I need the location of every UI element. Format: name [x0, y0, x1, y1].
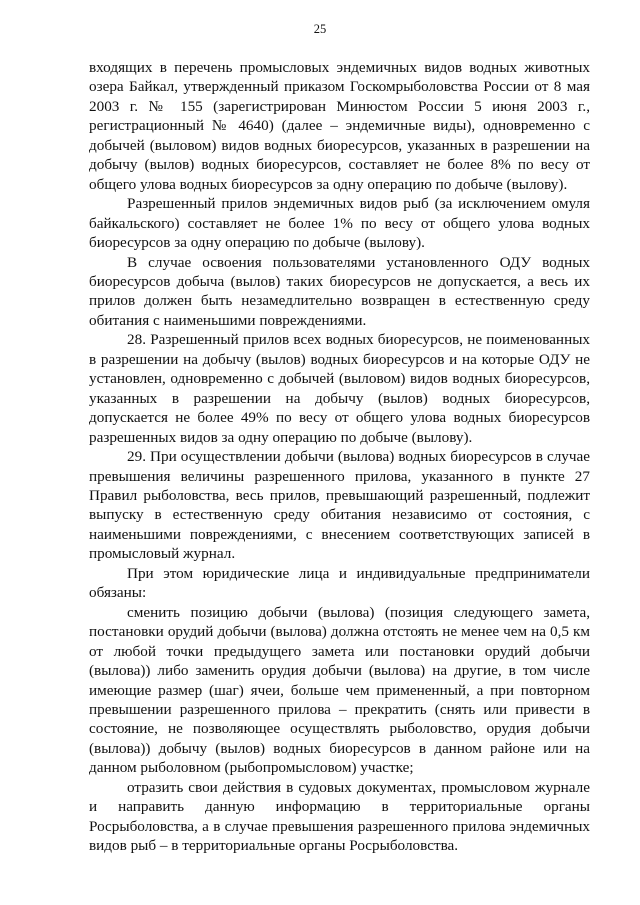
paragraph-obligation-change-position: сменить позицию добычи (вылова) (позиция следующего замета, постановки орудий добычи (вылова) должна отстоять не менее чем на 0,5 км от любой точки предыдущего замета или постановки орудий добычи (вылова)) либо заменить орудия добычи (вылова) на другие, в том числе имеющие размер (шаг) ячеи, больше чем примененный, а при повторном превышении разрешенного прилова – прекратить (снять или привести в состояние, не позволяющее осуществлять рыболовство, орудия добычи (вылова)) добычу (вылов) водных биоресурсов в данном районе или на данном рыболовном (рыбопромысловом) участке;: [89, 603, 590, 777]
paragraph-endemic-fish-bycatch-limit: Разрешенный прилов эндемичных видов рыб (за исключением омуля байкальского) составляет не более 1% по весу от общего улова водных биоресурсов за одну операцию по добыче (вылову).: [89, 195, 590, 252]
paragraph-odu-exhausted: В случае освоения пользователями установленного ОДУ водных биоресурсов добыча (вылов) таких биоресурсов не допускается, а весь их прилов должен быть незамедлительно возвращен в естественную среду обитания с наименьшими повреждениями.: [89, 253, 590, 329]
paragraph-clause-29: 29. При осуществлении добычи (вылова) водных биоресурсов в случае превышения величины разрешенного прилова, указанного в пункте 27 Правил рыболовства, весь прилов, превышающий разрешенный, подлежит выпуску в естественную среду обитания независимо от состояния, с наименьшими повреждениями, с внесением соответствующих записей в промысловый журнал.: [89, 448, 590, 563]
paragraph-obligation-record-actions: отразить свои действия в судовых документах, промысловом журнале и направить данную информацию в территориальные органы Росрыболовства, а в случае превышения разрешенного прилова эндемичных видов рыб – в территориальные органы Росрыболовства.: [89, 778, 590, 855]
document-body: [89, 58, 590, 856]
paragraph-clause-28: 28. Разрешенный прилов всех водных биоресурсов, не поименованных в разрешении на добычу (вылов) водных биоресурсов и на которые ОДУ не установлен, одновременно с добычей (выловом) видов водных биоресурсов, указанных в разрешении на добычу (вылов) водных биоресурсов, допускается не более 49% по весу от общего улова водных биоресурсов разрешенных видов за одну операцию по добыче (вылову).: [89, 331, 590, 446]
paragraph-endemic-species-bycatch: входящих в перечень промысловых эндемичных видов водных животных озера Байкал, утвержденный приказом Госкомрыболовства России от 8 мая 2003 г. № 155 (зарегистрирован Минюстом России 5 июня 2003 г., регистрационный № 4640) (далее – эндемичные виды), одновременно с добычей (выловом) видов водных биоресурсов, указанных в разрешении на добычу (вылов) водных биоресурсов, составляет не более 8% по весу от общего улова водных биоресурсов за одну операцию по добыче (вылову).: [89, 59, 590, 193]
paragraph-obligations-intro: При этом юридические лица и индивидуальные предприниматели обязаны:: [89, 564, 590, 602]
page-number: 25: [313, 22, 327, 36]
